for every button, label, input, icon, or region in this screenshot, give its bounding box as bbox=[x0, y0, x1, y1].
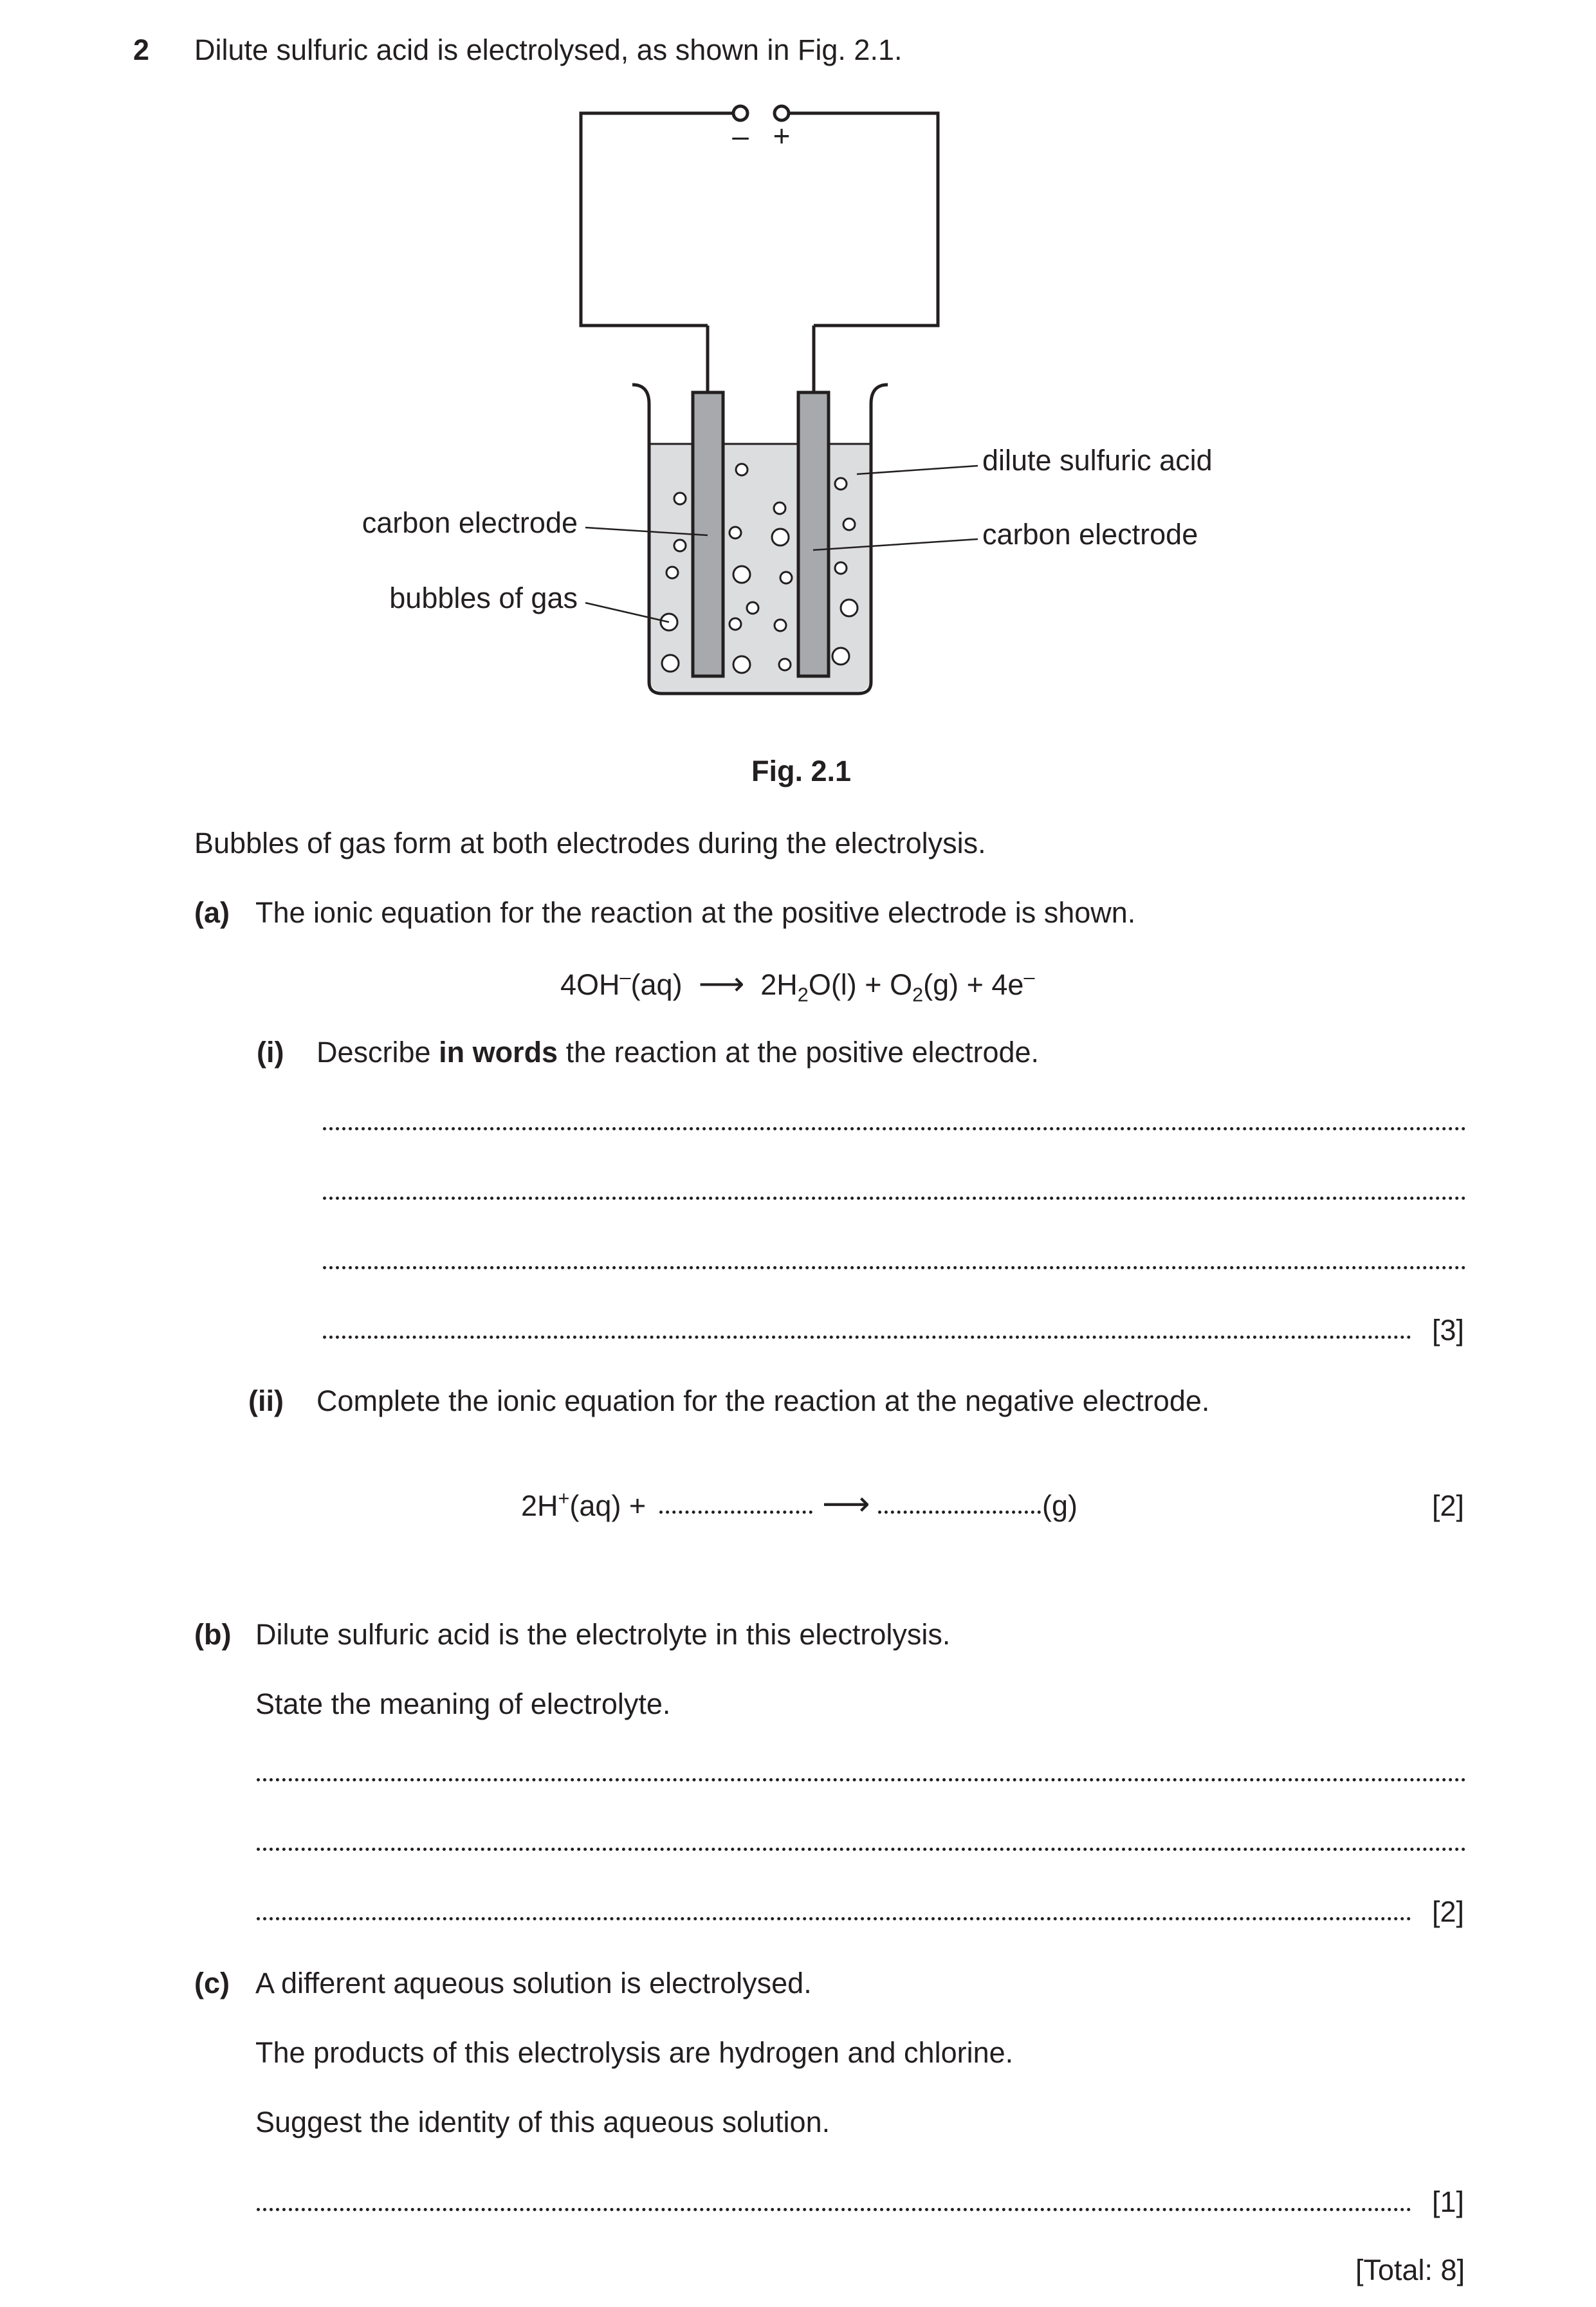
part-b-prompt: State the meaning of electrolyte. bbox=[255, 1687, 671, 1720]
equation-arrow: ⟶ bbox=[822, 1485, 870, 1523]
label-bubbles: bubbles of gas bbox=[389, 582, 578, 614]
part-c-text: A different aqueous solution is electrolysed. bbox=[255, 1967, 812, 1999]
figure-caption-text: Fig. 2.1 bbox=[751, 755, 852, 787]
question-number: 2 bbox=[133, 33, 150, 66]
positive-terminal-icon bbox=[775, 106, 789, 120]
negative-terminal-icon bbox=[733, 106, 748, 120]
answer-line-a-i-3[interactable] bbox=[323, 1266, 1466, 1269]
part-a-i-label: (i) bbox=[257, 1036, 284, 1069]
answer-line-c-1[interactable] bbox=[257, 2208, 1411, 2211]
negative-electrode-equation-start: 2H+(aq) + bbox=[521, 1487, 647, 1522]
total-marks: [Total: 8] bbox=[1355, 2254, 1465, 2286]
equation-product-suffix: (g) bbox=[1042, 1489, 1078, 1522]
carbon-electrode-right bbox=[798, 392, 829, 676]
part-c-prompt: Suggest the identity of this aqueous solution. bbox=[255, 2106, 830, 2138]
part-a-label: (a) bbox=[194, 896, 230, 929]
answer-line-a-i-2[interactable] bbox=[323, 1197, 1466, 1200]
part-a-ii-label: (ii) bbox=[248, 1384, 284, 1417]
positive-terminal-sign: + bbox=[773, 119, 791, 152]
circuit-wire bbox=[581, 113, 938, 392]
part-a-ii-marks: [2] bbox=[1432, 1489, 1465, 1522]
label-carbon-electrode-left: carbon electrode bbox=[362, 506, 578, 539]
answer-line-b-3[interactable] bbox=[257, 1917, 1411, 1920]
part-c-label: (c) bbox=[194, 1967, 230, 1999]
leader-acid bbox=[857, 466, 978, 474]
part-b-label: (b) bbox=[194, 1618, 232, 1651]
answer-line-a-i-4[interactable] bbox=[323, 1336, 1411, 1339]
part-b-marks: [2] bbox=[1432, 1895, 1465, 1928]
answer-line-a-i-1[interactable] bbox=[323, 1127, 1466, 1130]
part-a-i-text: Describe in words the reaction at the positive electrode. bbox=[316, 1036, 1040, 1069]
part-a-ii-text: Complete the ionic equation for the reaction at the negative electrode. bbox=[316, 1384, 1210, 1417]
positive-electrode-equation: 4OH–(aq) ⟶ $2H_2O(l) + O_2(g) + 4e^-$ bbox=[560, 966, 1035, 1006]
electrolysis-diagram bbox=[0, 0, 1596, 733]
label-dilute-acid: dilute sulfuric acid bbox=[982, 444, 1213, 477]
part-b-text: Dilute sulfuric acid is the electrolyte in this electrolysis. bbox=[255, 1618, 951, 1651]
answer-blank-product[interactable] bbox=[878, 1511, 1041, 1514]
label-carbon-electrode-right: carbon electrode bbox=[982, 518, 1198, 551]
negative-terminal-sign: – bbox=[732, 119, 749, 152]
part-a-text: The ionic equation for the reaction at the positive electrode is shown. bbox=[255, 896, 1136, 929]
answer-blank-reactant[interactable] bbox=[659, 1511, 812, 1514]
part-a-i-marks: [3] bbox=[1432, 1314, 1465, 1347]
answer-line-b-2[interactable] bbox=[257, 1848, 1466, 1851]
part-c-marks: [1] bbox=[1432, 2185, 1465, 2218]
statement: Bubbles of gas form at both electrodes during the electrolysis. bbox=[194, 827, 986, 859]
answer-line-b-1[interactable] bbox=[257, 1778, 1466, 1781]
part-c-text2: The products of this electrolysis are hydrogen and chlorine. bbox=[255, 2036, 1014, 2069]
question-intro: Dilute sulfuric acid is electrolysed, as shown in Fig. 2.1. bbox=[194, 33, 903, 66]
